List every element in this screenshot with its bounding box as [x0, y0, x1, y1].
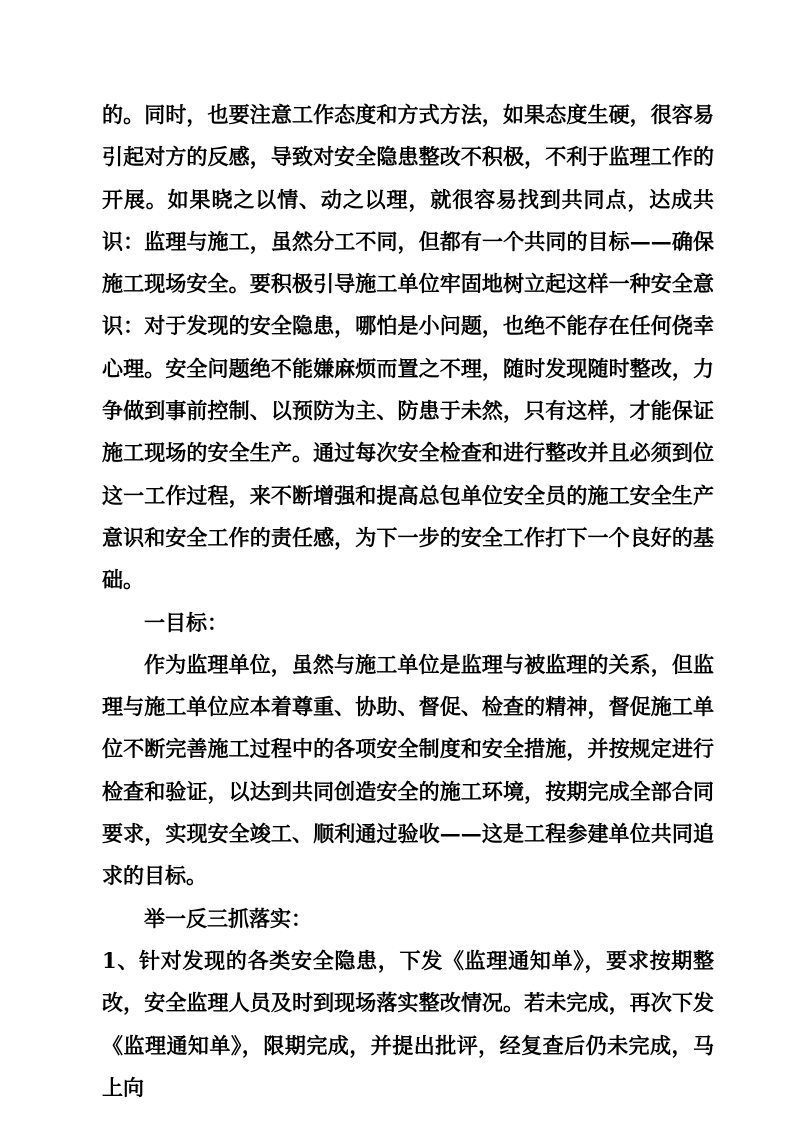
document-page	[102, 94, 714, 1109]
paragraph-item-1: 1、针对发现的各类安全隐患，下发《监理通知单》，要求按期整改，安全监理人员及时到现场落实整改情况。若未完成，再次下发《监理通知单》，限期完成，并提出批评，经复查后仍未完成，马上向	[102, 947, 714, 1100]
heading-goal: 一目标：	[144, 609, 228, 635]
paragraph-intro: 的。同时，也要注意工作态度和方式方法，如果态度生硬，很容易引起对方的反感，导致对安全隐患整改不积极，不利于监理工作的开展。如果晓之以情、动之以理，就很容易找到共同点，达成共识：监理与施工，虽然分工不同，但都有一个共同的目标——确保施工现场安全。要积极引导施工单位牢固地树立起这样一种安全意识：对于发现的安全隐患，哪怕是小问题，也绝不能存在任何侥幸心理。安全问题绝不能嫌麻烦而置之不理，随时发现随时整改，力争做到事前控制、以预防为主、防患于未然，只有这样，才能保证施工现场的安全生产。通过每次安全检查和进行整改并且必须到位这一工作过程，来不断增强和提高总包单位安全员的施工安全生产意识和安全工作的责任感，为下一步的安全工作打下一个良好的基础。	[102, 102, 714, 593]
heading-implementation: 举一反三抓落实：	[144, 905, 312, 931]
paragraph-goal: 作为监理单位，虽然与施工单位是监理与被监理的关系，但监理与施工单位应本着尊重、协助、督促、检查的精神，督促施工单位不断完善施工过程中的各项安全制度和安全措施，并按规定进行检查和验证，以达到共同创造安全的施工环境，按期完成全部合同要求，实现安全竣工、顺利通过验收——这是工程参建单位共同追求的目标。	[102, 651, 714, 889]
